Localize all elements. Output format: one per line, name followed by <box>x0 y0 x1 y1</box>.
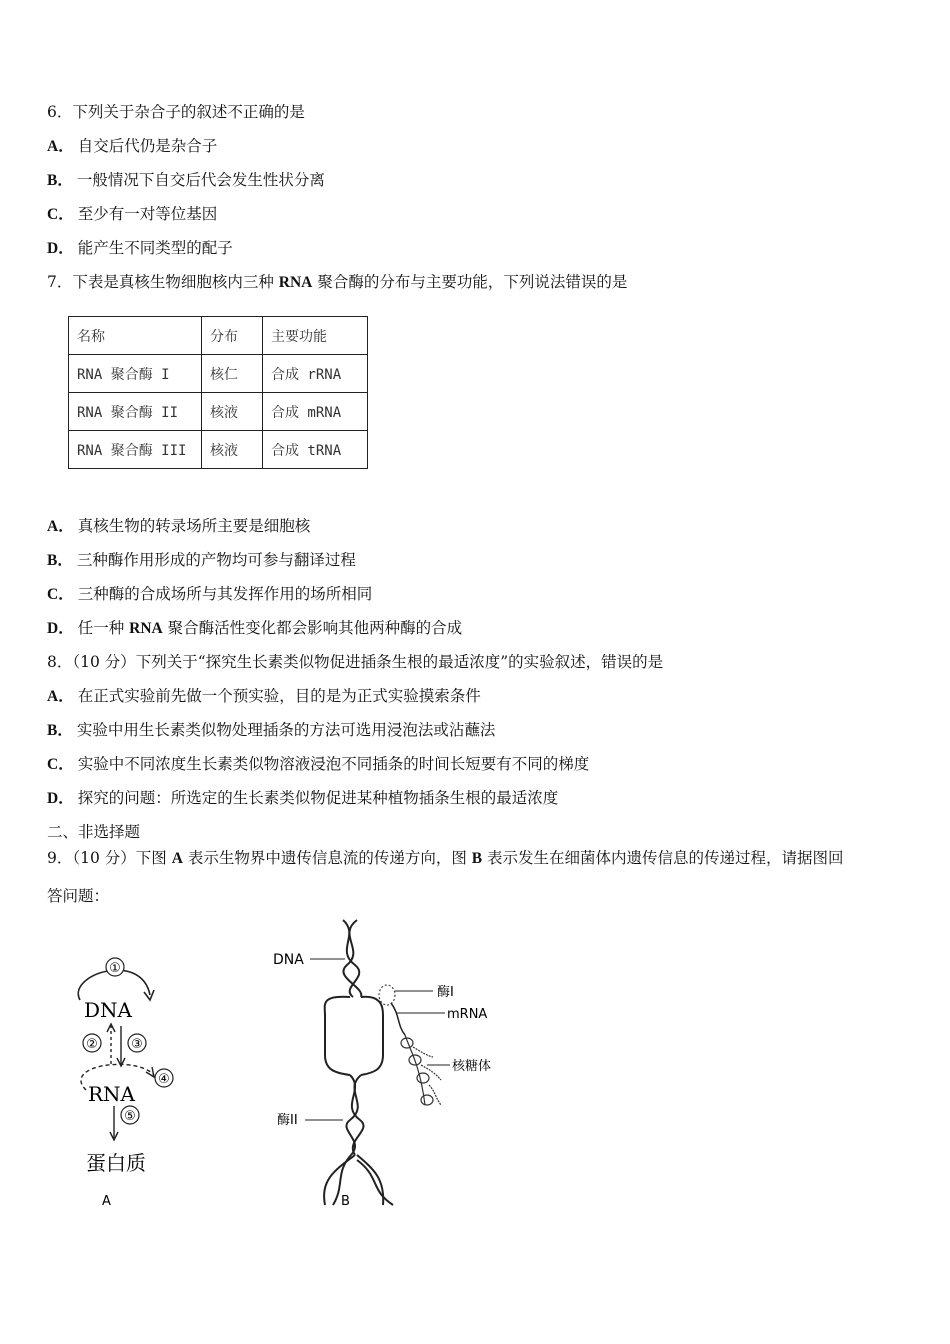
table-cell: RNA 聚合酶 III <box>69 431 202 469</box>
figure-a-central-dogma <box>66 950 206 1215</box>
table-cell: RNA 聚合酶 II <box>69 393 202 431</box>
label-2: ② <box>86 1037 98 1052</box>
option-letter: B． <box>47 722 73 739</box>
option-text: 探究的问题：所选定的生长素类似物促进某种植物插条生根的最适浓度 <box>77 789 559 807</box>
table-header-cell: 分布 <box>202 317 263 355</box>
table-cell: 核仁 <box>202 355 263 393</box>
table-header-cell: 主要功能 <box>263 317 368 355</box>
table-cell: 合成 mRNA <box>263 393 368 431</box>
q8-option-c <box>47 754 589 775</box>
q8-option-b <box>47 720 495 741</box>
enzyme-1-label: 酶I <box>437 985 454 1000</box>
q9-stem-cont: 答问题： <box>47 887 110 905</box>
option-text: 实验中用生长素类似物处理插条的方法可选用浸泡法或沾蘸法 <box>76 721 496 739</box>
q6-option-b <box>47 170 325 191</box>
enzyme-2-label: 酶II <box>277 1113 298 1128</box>
option-text: 自交后代仍是杂合子 <box>77 137 218 155</box>
option-letter: B． <box>47 172 73 189</box>
q8-option-d <box>47 788 558 809</box>
dna-label-b: DNA <box>273 952 304 968</box>
option-letter: A． <box>47 688 74 705</box>
q7-option-c <box>47 584 372 605</box>
q7-stem-pre: 7．下表是真核生物细胞核内三种 <box>47 273 279 291</box>
q9-stem-b: B <box>471 850 483 867</box>
option-text: 三种酶作用形成的产物均可参与翻译过程 <box>76 551 356 569</box>
enzyme-1-shape <box>379 985 395 1005</box>
rna-polymerase-table <box>68 316 368 469</box>
option-letter: B． <box>47 552 73 569</box>
option-text: 至少有一对等位基因 <box>77 205 218 223</box>
q9-stem-part: 9．（10 分）下图 <box>47 849 172 867</box>
q6-option-d <box>47 238 233 259</box>
q7-stem <box>47 272 627 293</box>
dna-helix-top <box>343 920 361 997</box>
table-cell: 核液 <box>202 393 263 431</box>
option-text-rna: RNA <box>129 620 163 637</box>
q9-stem-part: 表示发生在细菌体内遗传信息的传递过程，请据图回 <box>482 849 844 867</box>
q7-stem-post: 聚合酶的分布与主要功能，下列说法错误的是 <box>312 273 628 291</box>
option-letter: D． <box>47 240 74 257</box>
q9-stem-part: 表示生物界中遗传信息流的传递方向，图 <box>182 849 472 867</box>
option-letter: D． <box>47 790 74 807</box>
label-4: ④ <box>158 1072 170 1087</box>
table-row <box>69 355 368 393</box>
mrna-label: mRNA <box>447 1007 488 1022</box>
option-text-pre: 任一种 <box>77 619 130 637</box>
option-letter: C． <box>47 586 74 603</box>
label-3: ③ <box>131 1037 143 1052</box>
q9-stem-a: A <box>171 850 183 867</box>
label-1: ① <box>109 961 121 976</box>
q6-option-a <box>47 136 217 157</box>
q8-stem: 8．（10 分）下列关于“探究生长素类似物促进插条生根的最适浓度”的实验叙述，错误的是 <box>47 653 664 671</box>
table-cell: 核液 <box>202 431 263 469</box>
protein-label: 蛋白质 <box>86 1151 146 1175</box>
option-text: 真核生物的转录场所主要是细胞核 <box>77 517 311 535</box>
label-5: ⑤ <box>124 1109 136 1124</box>
q9-stem <box>47 848 844 869</box>
table-cell: 合成 tRNA <box>263 431 368 469</box>
q7-option-d <box>47 618 462 639</box>
rna-label: RNA <box>88 1082 136 1106</box>
option-letter: A． <box>47 518 74 535</box>
option-text-post: 聚合酶活性变化都会影响其他两种酶的合成 <box>162 619 463 637</box>
table-cell: RNA 聚合酶 I <box>69 355 202 393</box>
q6-stem: 6．下列关于杂合子的叙述不正确的是 <box>47 103 305 121</box>
ribosome-cluster <box>401 1035 441 1105</box>
table-header-cell: 名称 <box>69 317 202 355</box>
table-row <box>69 393 368 431</box>
table-header-row <box>69 317 368 355</box>
q7-option-a <box>47 516 310 537</box>
option-letter: D． <box>47 620 74 637</box>
option-text: 在正式实验前先做一个预实验，目的是为正式实验摸索条件 <box>77 687 481 705</box>
option-letter: A． <box>47 138 74 155</box>
table-row <box>69 431 368 469</box>
option-letter: C． <box>47 756 74 773</box>
figure-a-caption: A <box>102 1194 111 1209</box>
table-cell: 合成 rRNA <box>263 355 368 393</box>
q8-option-a <box>47 686 481 707</box>
figure-b-caption: B <box>341 1194 350 1209</box>
option-text: 三种酶的合成场所与其发挥作用的场所相同 <box>77 585 373 603</box>
figure-b-bacterial-expression <box>265 915 510 1215</box>
q6-option-c <box>47 204 217 225</box>
option-text: 一般情况下自交后代会发生性状分离 <box>76 171 325 189</box>
dna-helix-bottom <box>324 1075 393 1205</box>
q7-stem-rna: RNA <box>278 274 313 291</box>
section-title: 二、非选择题 <box>47 823 141 841</box>
ribosome-label: 核糖体 <box>452 1059 492 1074</box>
q7-option-b <box>47 550 356 571</box>
option-text: 实验中不同浓度生长素类似物溶液浸泡不同插条的时间长短要有不同的梯度 <box>77 755 590 773</box>
option-text: 能产生不同类型的配子 <box>77 239 233 257</box>
option-letter: C． <box>47 206 74 223</box>
dna-label: DNA <box>84 998 132 1022</box>
mrna-strand <box>391 1003 405 1035</box>
